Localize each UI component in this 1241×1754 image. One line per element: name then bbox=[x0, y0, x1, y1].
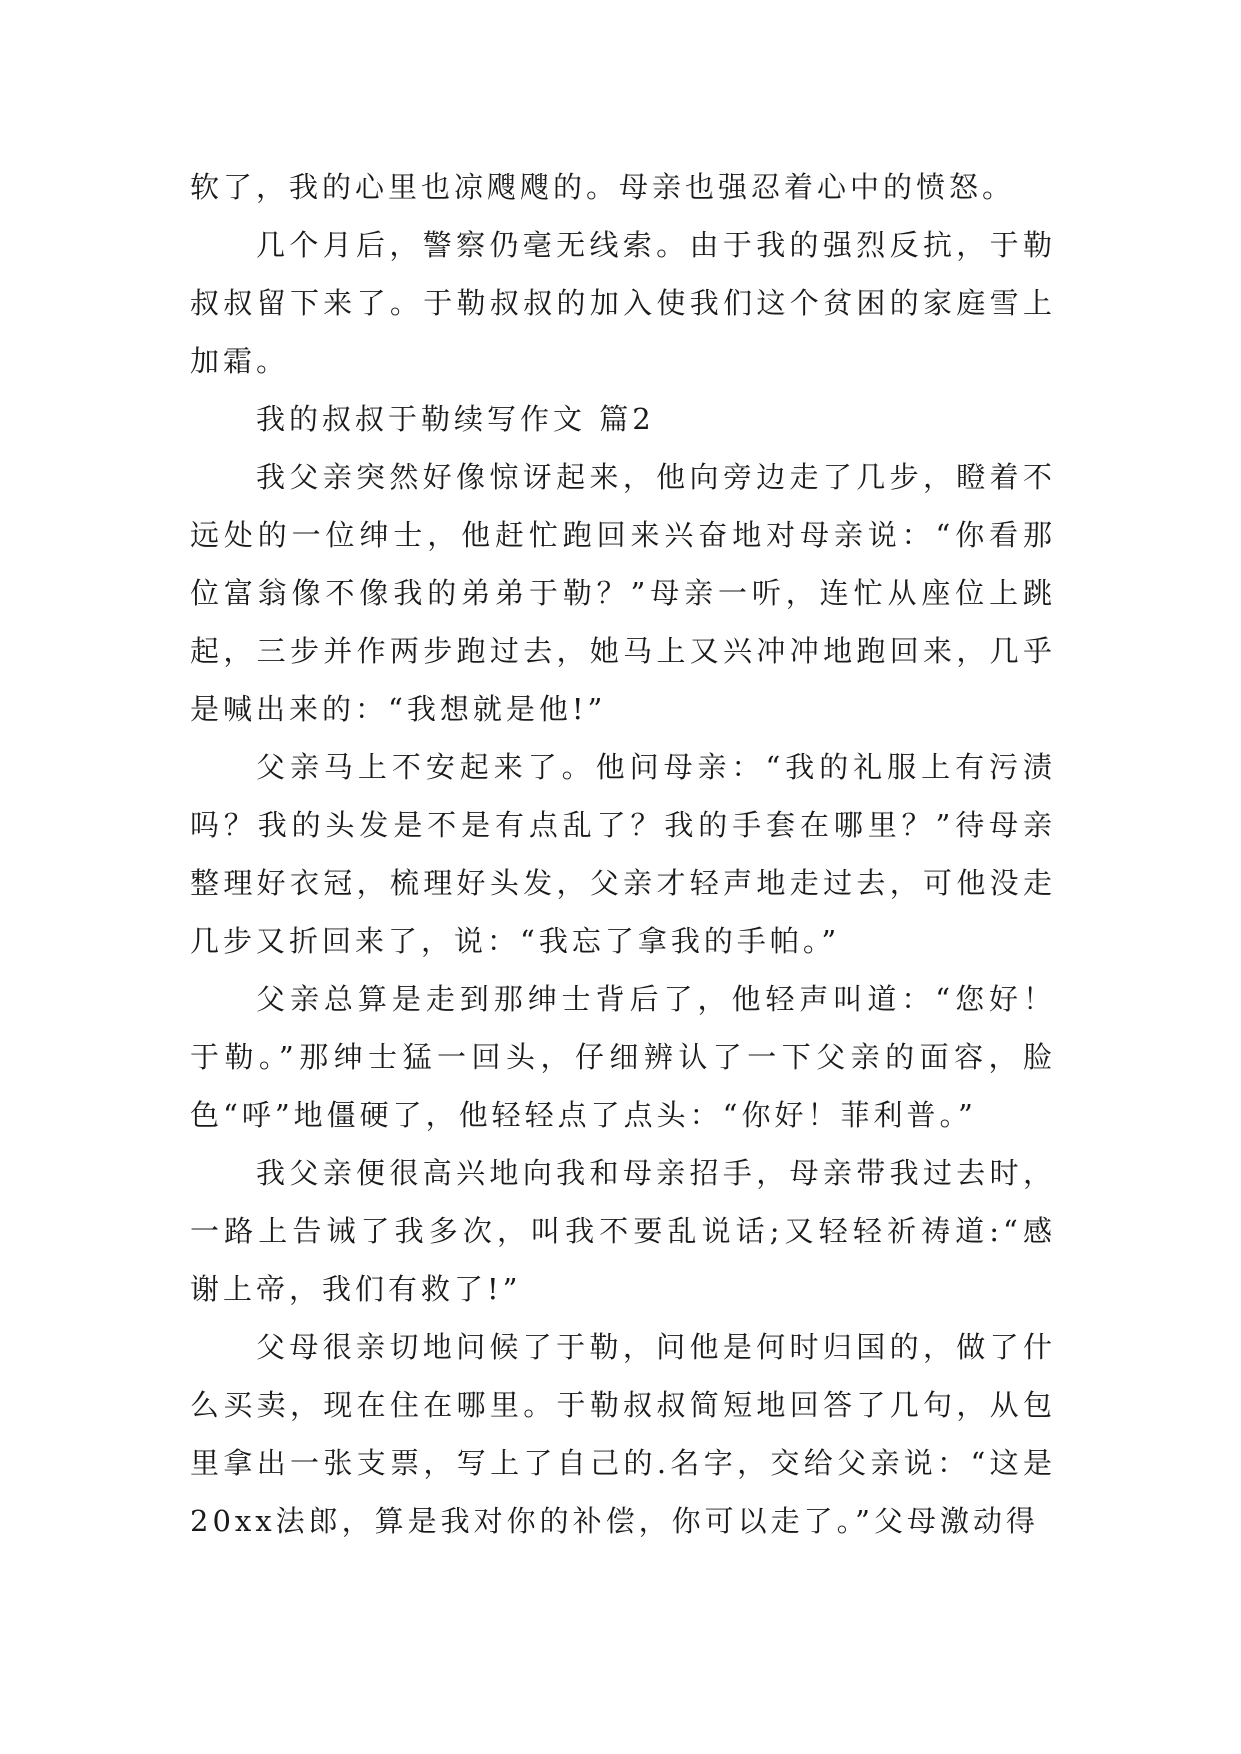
paragraph: 父亲总算是走到那绅士背后了，他轻声叫道：“您好！于勒。”那绅士猛一回头，仔细辨认了一下父亲的面容，脸色“呼”地僵硬了，他轻轻点了点头：“你好！菲利普。” bbox=[190, 982, 1056, 1132]
document-body bbox=[190, 158, 1056, 1550]
paragraph: 我父亲便很高兴地向我和母亲招手，母亲带我过去时，一路上告诫了我多次，叫我不要乱说话;又轻轻祈祷道:“感谢上帝，我们有救了!” bbox=[190, 1156, 1056, 1306]
section-heading: 我的叔叔于勒续写作文 篇2 bbox=[256, 402, 655, 436]
paragraph: 我父亲突然好像惊讶起来，他向旁边走了几步，瞪着不远处的一位绅士，他赶忙跑回来兴奋地对母亲说：“你看那位富翁像不像我的弟弟于勒？”母亲一听，连忙从座位上跳起，三步并作两步跑过去，她马上又兴冲冲地跑回来，几乎是喊出来的：“我想就是他!” bbox=[190, 460, 1056, 726]
paragraph: 软了，我的心里也凉飕飕的。母亲也强忍着心中的愤怒。 bbox=[190, 170, 1016, 204]
paragraph: 父母很亲切地问候了于勒，问他是何时归国的，做了什么买卖，现在住在哪里。于勒叔叔简短地回答了几句，从包里拿出一张支票，写上了自己的.名字，交给父亲说：“这是20xx法郎，算是我对你的补偿，你可以走了。”父母激动得 bbox=[190, 1330, 1056, 1538]
paragraph: 父亲马上不安起来了。他问母亲：“我的礼服上有污渍吗？我的头发是不是有点乱了？我的手套在哪里？”待母亲整理好衣冠，梳理好头发，父亲才轻声地走过去，可他没走几步又折回来了，说：“我忘了拿我的手帕。” bbox=[190, 750, 1056, 958]
paragraph: 几个月后，警察仍毫无线索。由于我的强烈反抗，于勒叔叔留下来了。于勒叔叔的加入使我们这个贫困的家庭雪上加霜。 bbox=[190, 228, 1056, 378]
